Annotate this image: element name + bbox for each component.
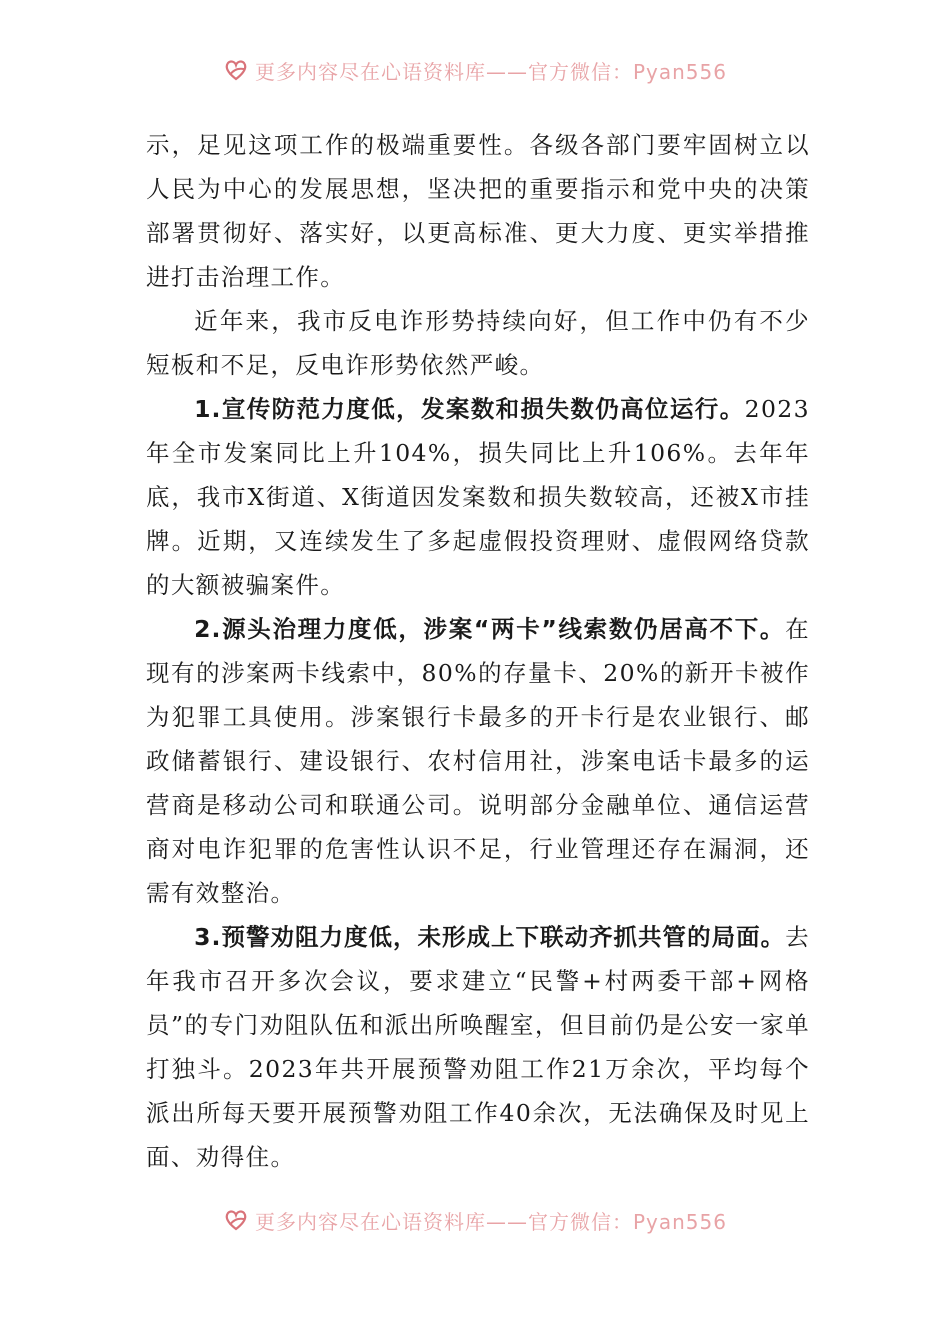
watermark-header <box>0 50 950 90</box>
section-1-heading: 1.宣传防范力度低，发案数和损失数仍高位运行。 <box>194 395 745 423</box>
heart-logo-icon <box>223 57 249 83</box>
document-body <box>146 123 810 1179</box>
section-1 <box>146 387 810 607</box>
section-3-body: 去年我市召开多次会议，要求建立“民警+村两委干部+网格员”的专门劝阻队伍和派出所唤醒室，但目前仍是公安一家单打独斗。2023年共开展预警劝阻工作21万余次，平均每个派出所每天要开展预警劝阻工作40余次，无法确保及时见上面、劝得住。 <box>146 923 810 1171</box>
watermark-footer <box>0 1200 950 1240</box>
paragraph-intro-continuation: 示，足见这项工作的极端重要性。各级各部门要牢固树立以人民为中心的发展思想，坚决把的重要指示和党中央的决策部署贯彻好、落实好，以更高标准、更大力度、更实举措推进打击治理工作。 <box>146 131 810 291</box>
section-2-body: 在现有的涉案两卡线索中，80%的存量卡、20%的新开卡被作为犯罪工具使用。涉案银行卡最多的开卡行是农业银行、邮政储蓄银行、建设银行、农村信用社，涉案电话卡最多的运营商是移动公司和联通公司。说明部分金融单位、通信运营商对电诈犯罪的危害性认识不足，行业管理还存在漏洞，还需有效整治。 <box>146 615 810 907</box>
paragraph-situation: 近年来，我市反电诈形势持续向好，但工作中仍有不少短板和不足，反电诈形势依然严峻。 <box>146 307 810 379</box>
section-1-body: 2023年全市发案同比上升104%，损失同比上升106%。去年年底，我市X街道、X街道因发案数和损失数较高，还被X市挂牌。近期，又连续发生了多起虚假投资理财、虚假网络贷款的大额被骗案件。 <box>146 395 810 599</box>
heart-logo-icon <box>223 1207 249 1233</box>
watermark-text: 更多内容尽在心语资料库——官方微信：Pyan556 <box>254 1209 727 1234</box>
section-2-heading: 2.源头治理力度低，涉案“两卡”线索数仍居高不下。 <box>194 615 786 643</box>
section-3 <box>146 915 810 1179</box>
section-2 <box>146 607 810 915</box>
section-3-heading: 3.预警劝阻力度低，未形成上下联动齐抓共管的局面。 <box>194 923 786 951</box>
watermark-text: 更多内容尽在心语资料库——官方微信：Pyan556 <box>254 59 727 84</box>
